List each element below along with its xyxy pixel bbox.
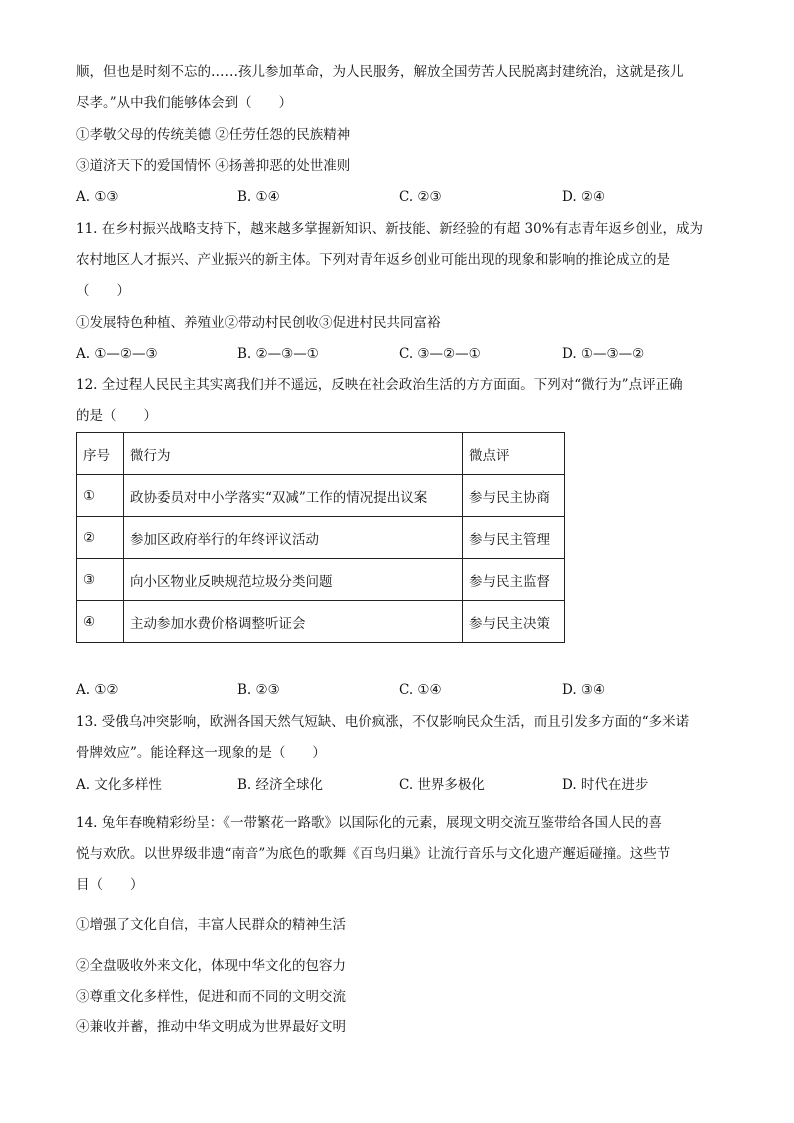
table-cell: 参与民主监督 [463, 559, 565, 601]
q11-stem-line-2: 农村地区人才振兴、产业振兴的新主体。下列对青年返乡创业可能出现的现象和影响的推论成立的是 [76, 252, 670, 268]
q12-option-d: D. ③④ [562, 682, 606, 698]
q14-statement-3: ③尊重文化多样性，促进和而不同的文明交流 [76, 989, 346, 1005]
q13-option-a: A. 文化多样性 [76, 777, 162, 793]
table-cell: 向小区物业反映规范垃圾分类问题 [124, 559, 463, 601]
table-row [77, 475, 565, 517]
q11-option-b: B. ②—③—① [237, 346, 319, 362]
q13-option-d: D. 时代在进步 [562, 777, 649, 793]
q13-option-c: C. 世界多极化 [399, 777, 485, 793]
table-row [77, 601, 565, 643]
q10-stem-line-1: 顺，但也是时刻不忘的……孩儿参加革命，为人民服务，解放全国劳苦人民脱离封建统治，这就是孩儿 [76, 64, 684, 80]
q10-option-b: B. ①④ [237, 189, 280, 205]
table-cell: 参与民主决策 [463, 601, 565, 643]
q12-table [76, 432, 565, 643]
table-cell: ② [77, 517, 124, 559]
q10-statement-1: ①孝敬父母的传统美德 ②任劳任怨的民族精神 [76, 127, 351, 143]
table-header-cell: 序号 [77, 433, 124, 475]
table-header-cell: 微行为 [124, 433, 463, 475]
q11-option-c: C. ③—②—① [399, 346, 481, 362]
q13-option-b: B. 经济全球化 [237, 777, 324, 793]
q14-statement-2: ②全盘吸收外来文化，体现中华文化的包容力 [76, 958, 346, 974]
q12-options [76, 680, 716, 700]
q11-options [76, 344, 716, 364]
q13-stem-line-1: 13. 受俄乌冲突影响，欧洲各国天然气短缺、电价疯涨，不仅影响民众生活，而且引发多方面的“多米诺 [76, 714, 690, 730]
q10-option-a: A. ①③ [76, 189, 119, 205]
q11-statement-1: ①发展特色种植、养殖业②带动村民创收③促进村民共同富裕 [76, 315, 441, 331]
q10-statement-2: ③道济天下的爱国情怀 ④扬善抑恶的处世准则 [76, 158, 351, 174]
q11-stem-line-1: 11. 在乡村振兴战略支持下，越来越多掌握新知识、新技能、新经验的有超 30%有志青年返乡创业，成为 [76, 221, 704, 237]
table-header-row [77, 433, 565, 475]
table-cell: 参与民主管理 [463, 517, 565, 559]
table-header-cell: 微点评 [463, 433, 565, 475]
q12-option-b: B. ②③ [237, 682, 280, 698]
table-row [77, 559, 565, 601]
table-cell: 参与民主协商 [463, 475, 565, 517]
q11-option-a: A. ①—②—③ [76, 346, 158, 362]
table-cell: ④ [77, 601, 124, 643]
table-cell: 主动参加水费价格调整听证会 [124, 601, 463, 643]
q11-option-d: D. ①—③—② [562, 346, 645, 362]
q14-statement-4: ④兼收并蓄，推动中华文明成为世界最好文明 [76, 1019, 346, 1035]
q14-stem-line-2: 悦与欢欣。以世界级非遗“南音”为底色的歌舞《百鸟归巢》让流行音乐与文化遗产邂逅碰撞。这些节 [76, 846, 671, 862]
q12-stem-line-2: 的是（ ） [76, 408, 157, 424]
q13-options [76, 775, 716, 795]
q10-option-c: C. ②③ [399, 189, 442, 205]
table-cell: 参加区政府举行的年终评议活动 [124, 517, 463, 559]
q10-stem-line-2: 尽孝。”从中我们能够体会到（ ） [76, 95, 293, 111]
table-cell: ① [77, 475, 124, 517]
q12-stem-line-1: 12. 全过程人民民主其实离我们并不遥远，反映在社会政治生活的方方面面。下列对“微行为”点评正确 [76, 377, 683, 393]
q12-option-c: C. ①④ [399, 682, 442, 698]
q12-option-a: A. ①② [76, 682, 119, 698]
q11-stem-line-3: （ ） [76, 283, 130, 299]
q14-stem-line-3: 目（ ） [76, 877, 144, 893]
q10-options [76, 187, 716, 207]
q14-stem-line-1: 14. 兔年春晚精彩纷呈：《一带繁花一路歌》以国际化的元素，展现文明交流互鉴带给各国人民的喜 [76, 815, 663, 831]
table-row [77, 517, 565, 559]
q14-statement-1: ①增强了文化自信，丰富人民群众的精神生活 [76, 917, 346, 933]
table-cell: 政协委员对中小学落实“双减”工作的情况提出议案 [124, 475, 463, 517]
q10-option-d: D. ②④ [562, 189, 606, 205]
q13-stem-line-2: 骨牌效应”。能诠释这一现象的是（ ） [76, 745, 326, 761]
table-cell: ③ [77, 559, 124, 601]
